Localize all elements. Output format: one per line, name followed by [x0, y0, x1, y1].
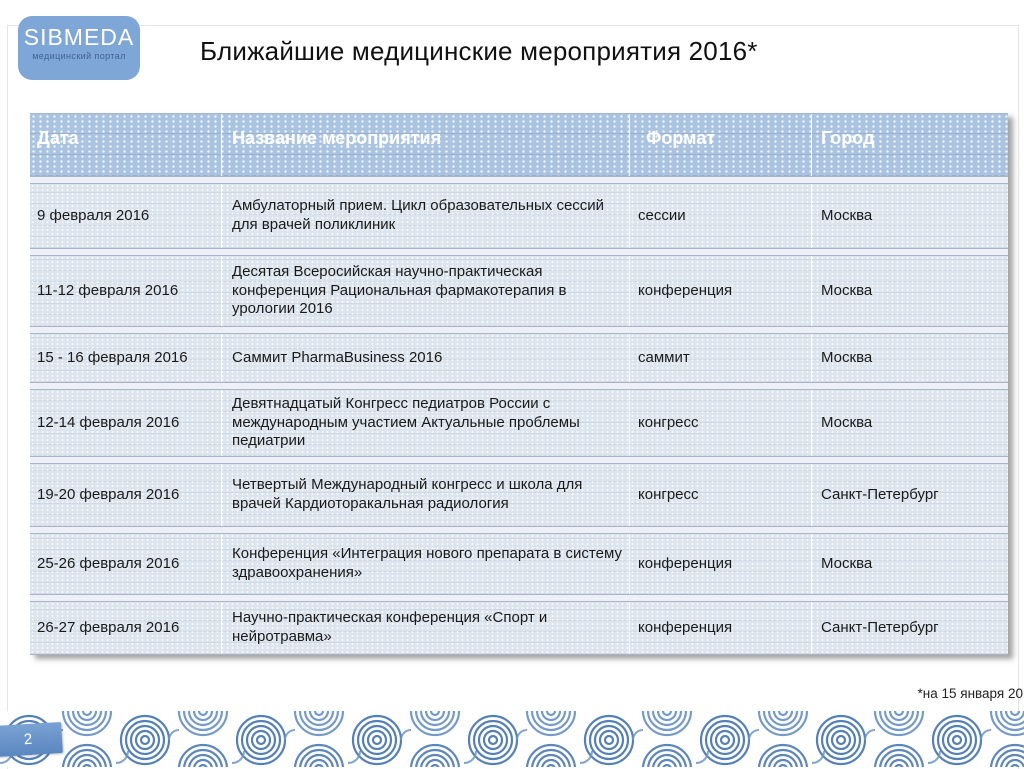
event-name-cell: Четвертый Международный конгресс и школа для врачей Кардиоторакальная радиология: [221, 464, 629, 526]
event-city-cell: Санкт-Петербург: [811, 602, 1008, 654]
column-header-format: Формат: [629, 114, 811, 176]
table-row: [30, 333, 1008, 383]
event-format-cell: конференция: [629, 534, 811, 594]
event-city-cell: Москва: [811, 334, 1008, 382]
event-name-cell: Конференция «Интеграция нового препарата в систему здравоохранения»: [221, 534, 629, 594]
event-name-cell: Десятая Всеросийская научно-практическая конференция Рациональная фармакотерапия в урологии 2016: [221, 256, 629, 326]
table-header-row: [30, 113, 1008, 177]
event-date-cell: 12-14 февраля 2016: [37, 413, 180, 431]
event-format-cell: сессии: [629, 184, 811, 248]
slide-number: 2: [23, 730, 33, 749]
page-title: Ближайшие медицинские мероприятия 2016*: [200, 36, 758, 66]
event-date-cell: 11-12 февраля 2016: [37, 281, 179, 299]
event-city-cell: Санкт-Петербург: [811, 464, 1008, 526]
events-table: [30, 113, 1008, 655]
event-format-cell: саммит: [629, 334, 811, 382]
event-date-cell: 25-26 февраля 2016: [37, 554, 180, 572]
slide-number-badge: [0, 722, 63, 757]
table-row: [30, 183, 1008, 249]
table-row: [30, 389, 1008, 457]
event-name-cell: Научно-практическая конференция «Спорт и нейротравма»: [221, 602, 629, 654]
event-city-cell: Москва: [811, 390, 1008, 456]
event-format-cell: конгресс: [629, 464, 811, 526]
event-date-cell: 26-27 февраля 2016: [37, 618, 180, 636]
event-format-cell: конференция: [629, 602, 811, 654]
event-name-cell: Девятнадцатый Конгресс педиатров России с международным участием Актуальные проблемы педиатрии: [221, 390, 629, 456]
footnote: *на 15 января 20: [917, 686, 1023, 701]
table-row: [30, 463, 1008, 527]
event-city-cell: Москва: [811, 256, 1008, 326]
event-name-cell: Амбулаторный прием. Цикл образовательных сессий для врачей поликлиник: [221, 184, 629, 248]
table-body: [30, 183, 1008, 655]
logo-tagline: медицинский портал: [32, 51, 126, 62]
logo-text: SIBMEDA: [23, 24, 135, 50]
event-date-cell: 15 - 16 февраля 2016: [37, 348, 188, 366]
event-city-cell: Москва: [811, 534, 1008, 594]
event-city-cell: Москва: [811, 184, 1008, 248]
table-row: [30, 601, 1008, 655]
event-name-cell: Саммит PharmaBusiness 2016: [221, 334, 629, 382]
event-date-cell: 19-20 февраля 2016: [37, 485, 180, 503]
event-format-cell: конгресс: [629, 390, 811, 456]
wave-pattern-decoration: [0, 711, 1024, 767]
table-row: [30, 533, 1008, 595]
column-header-name: Название мероприятия: [221, 114, 629, 176]
sibmeda-logo: [18, 16, 140, 80]
column-header-date: Дата: [37, 128, 79, 148]
table-row: [30, 255, 1008, 327]
column-header-city: Город: [811, 114, 1008, 176]
event-format-cell: конференция: [629, 256, 811, 326]
wave-pattern-icon: [0, 711, 1024, 767]
event-date-cell: 9 февраля 2016: [37, 206, 150, 224]
